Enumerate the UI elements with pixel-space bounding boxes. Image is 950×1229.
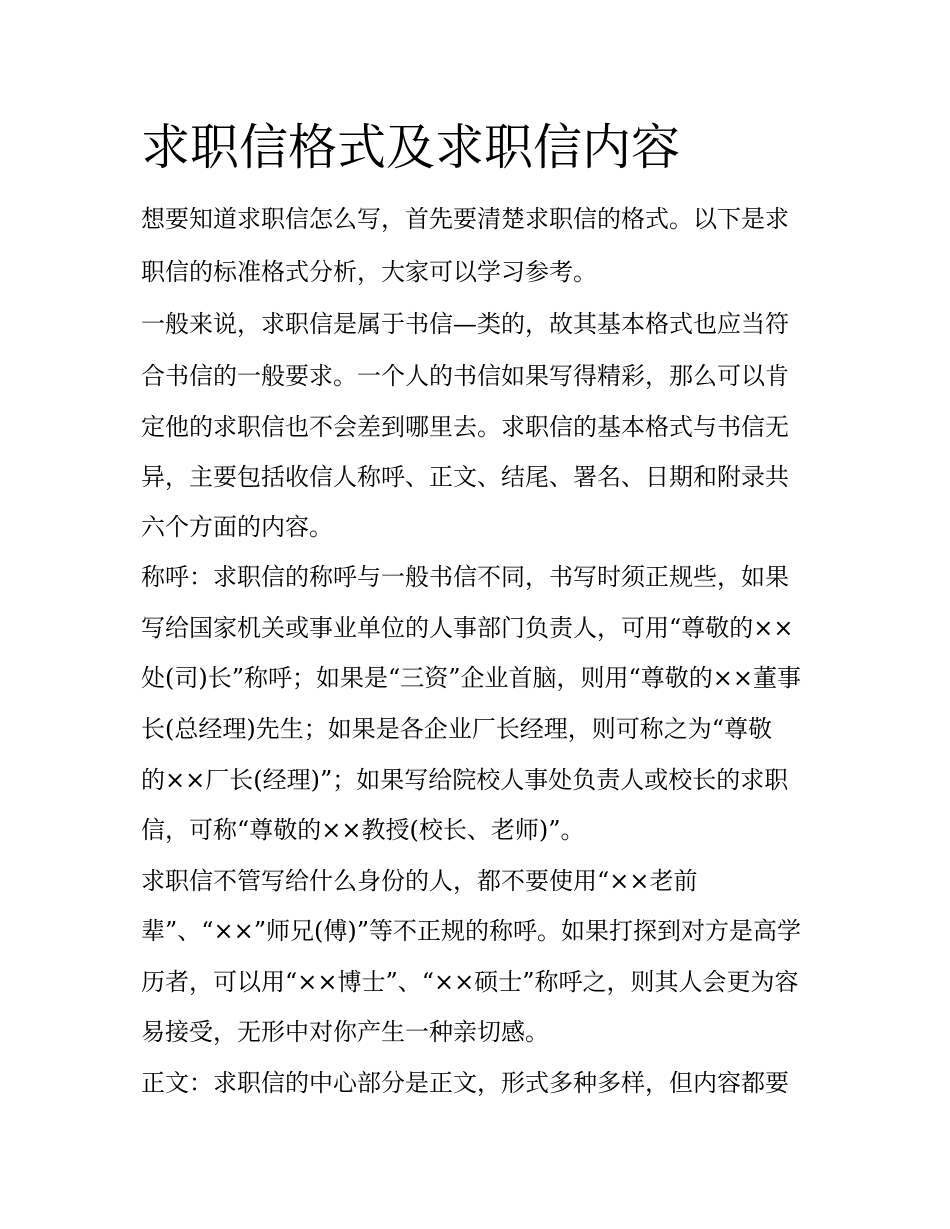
text-line: 求职信不管写给什么身份的人，都不要使用“××老前 [141,867,698,895]
text-line: 六个方面的内容。 [141,513,333,541]
text-line: 写给国家机关或事业单位的人事部门负责人，可用“尊敬的×× [141,614,794,642]
document-title: 求职信格式及求职信内容 [141,119,681,176]
text-line: 正文：求职信的中心部分是正文，形式多种多样，但内容都要 [141,1069,789,1097]
text-line: 易接受，无形中对你产生一种亲切感。 [141,1018,549,1046]
text-line: 一般来说，求职信是属于书信—类的，故其基本格式也应当符 [141,310,789,338]
text-line: 职信的标准格式分析，大家可以学习参考。 [141,258,597,286]
text-line: 异，主要包括收信人称呼、正文、结尾、署名、日期和附录共 [141,463,789,491]
text-line: 处(司)长”称呼；如果是“三资”企业首脑，则用“尊敬的××董事 [141,664,802,692]
text-line: 辈”、“××”师兄(傅)”等不正规的称呼。如果打探到对方是高学 [141,917,802,945]
text-line: 称呼：求职信的称呼与一般书信不同，书写时须正规些，如果 [141,563,789,591]
text-line: 想要知道求职信怎么写，首先要清楚求职信的格式。以下是求 [141,205,789,233]
text-line: 合书信的一般要求。一个人的书信如果写得精彩，那么可以肯 [141,362,789,390]
text-line: 定他的求职信也不会差到哪里去。求职信的基本格式与书信无 [141,413,789,441]
text-line: 长(总经理)先生；如果是各企业厂长经理，则可称之为“尊敬 [141,715,772,743]
text-line: 历者，可以用“××博士”、“××硕士”称呼之，则其人会更为容 [141,968,799,996]
text-line: 信，可称“尊敬的××教授(校长、老师)”。 [141,816,585,844]
text-line: 的××厂长(经理)”；如果写给院校人事处负责人或校长的求职 [141,766,789,794]
